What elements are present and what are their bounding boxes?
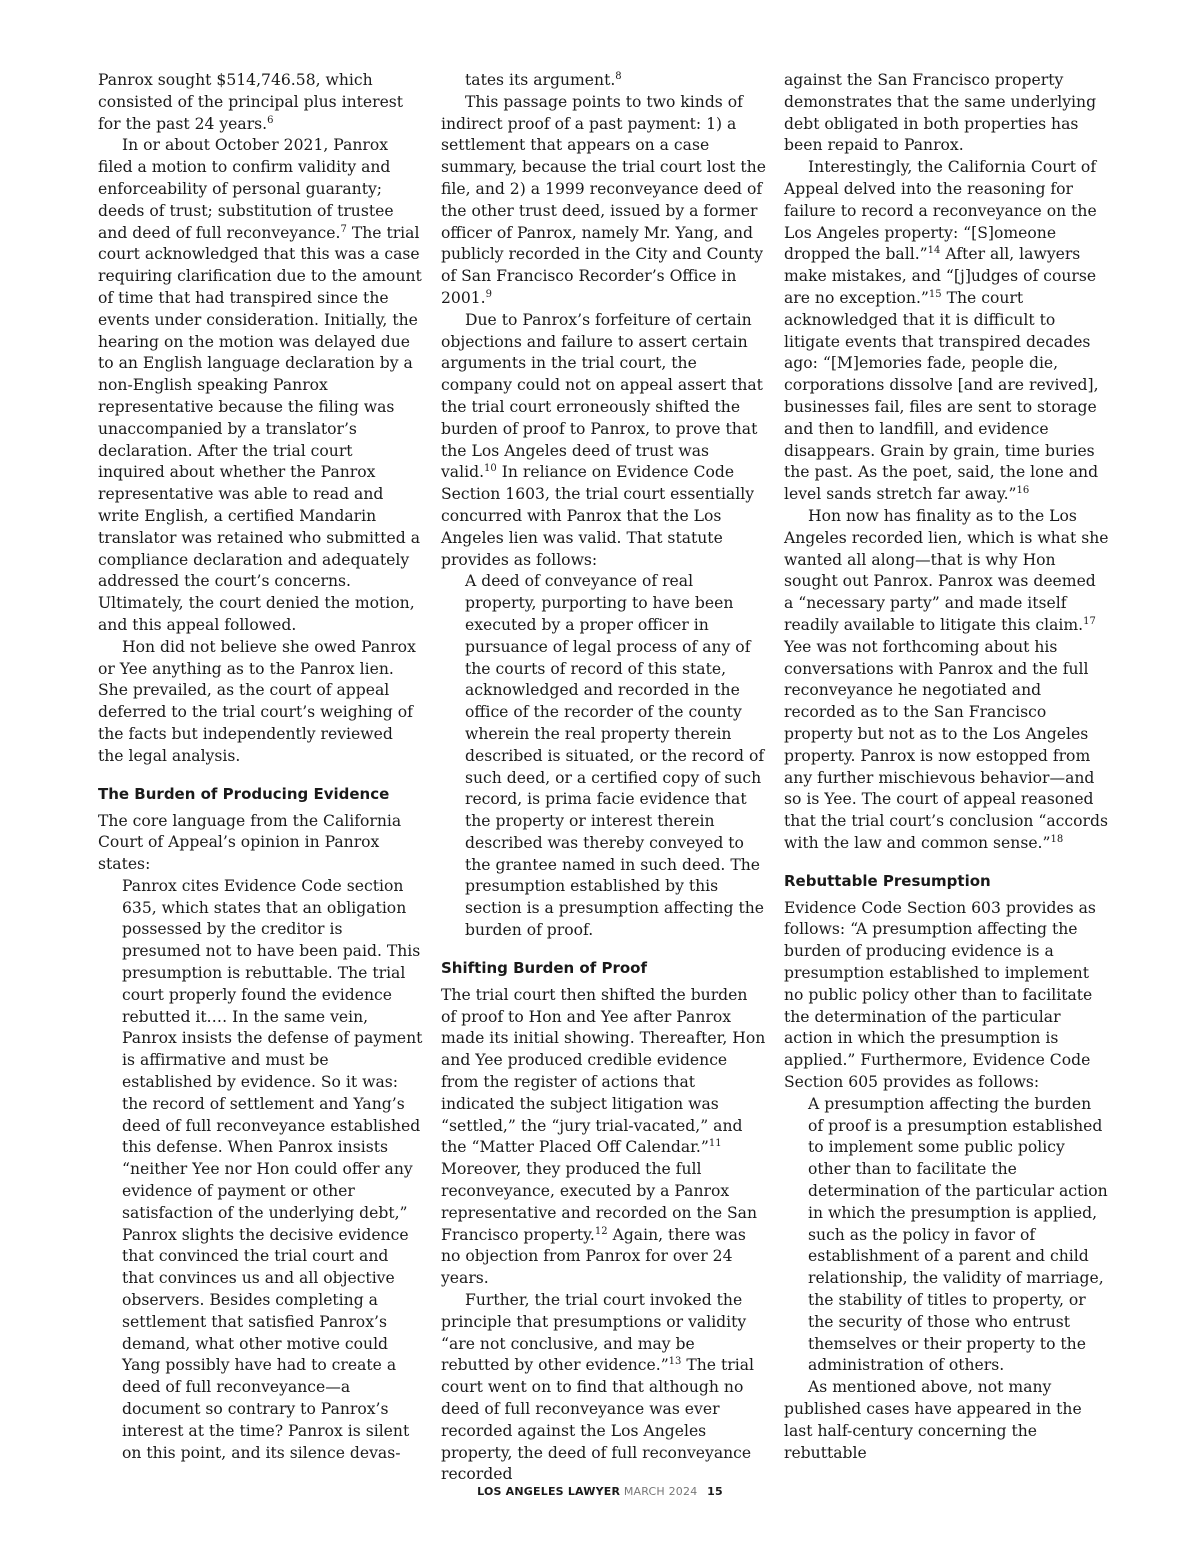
footnote-ref: 11 [708, 1138, 722, 1150]
paragraph: Further, the trial court invoked the principle that presumptions or validity “are not conclusive, and may be rebutted by other evidence.”$^{13}$ The trial court went on to find that although no deed of full reconveyance was ever recorded against the Los Angeles property, the deed of full reconveyance recorded [441, 1291, 754, 1484]
column-2 [441, 70, 767, 1486]
footnote-ref: 9 [485, 288, 493, 300]
paragraph: The core language from the California Court of Appeal’s opinion in Panrox states: [98, 811, 402, 874]
page-footer [0, 1485, 1200, 1498]
paragraph: Evidence Code Section 603 provides as follows: “A presumption affecting the burden of producing evidence is a presumption established to implement no public policy other than to facilitate the determination of the particular action in which the presumption is applied.” Furthermore, Evidence Code Section 605 provides as follows: [784, 898, 1096, 1092]
column-1 [98, 70, 423, 1464]
footnote-ref: 8 [615, 71, 622, 82]
column-3 [784, 70, 1109, 1464]
paragraph: Due to Panrox’s forfeiture of certain objections and failure to assert certain arguments in the trial court, the company could not on appeal assert that the trial court erroneously shifted the burden of proof to Panrox, to prove that the Los Angeles deed of trust was valid.$^{10}$ In reliance on Evidence Code Section 1603, the trial court essentially concurred with Panrox that the Los Angeles lien was valid. That statute provides as follows: [441, 310, 763, 569]
footnote-ref: 7 [340, 223, 347, 235]
paragraph: As mentioned above, not many published cases have appeared in the last half-century concerning the rebuttable [784, 1378, 1082, 1462]
paragraph: This passage points to two kinds of indirect proof of a past payment: 1) a settlement that appears on a case summary, because the trial court lost the file, and 2) a 1999 reconveyance deed of the other trust deed, issued by a former officer of Panrox, namely Mr. Yang, and publicly recorded in the City and County of San Francisco Recorder’s Office in 2001.$^9$ [441, 92, 766, 307]
paragraph: The trial court then shifted the burden of proof to Hon and Yee after Panrox made its initial showing. Thereafter, Hon and Yee produced credible evidence from the register of actions that indicated the subject litigation was “settled,” the “jury trial-vacated,” and the “Matter Placed Off Calendar.”$^{11}$ Moreover, they produced the full reconveyance, executed by a Panrox representative and recorded on the San Francisco property.$^{12}$ Again, there was no objection from Panrox for over 24 years. [441, 985, 766, 1288]
block-quote: Panrox cites Evidence Code section 635, which states that an obligation possessed by the creditor is presumed not to have been paid. This presumption is rebuttable. The trial court properly found the evidence rebutted it.… In the same vein, Panrox insists the defense of payment is affirmative and must be established by evidence. So it was: the record of settlement and Yang’s deed of full reconveyance established this defense. When Panrox insists “neither Yee nor Hon could offer any evidence of payment or other satisfaction of the underlying debt,” Panrox slights the decisive evidence that convinced the trial court and that convinces us and all objective observers. Besides completing a settlement that satisfied Panrox’s demand, what other motive could Yang possibly have had to create a deed of full reconveyance—a document so contrary to Panrox’s interest at the time? Panrox is silent on this point, and its silence devas- [122, 876, 423, 1462]
paragraph: Panrox sought $514,746.58, which consisted of the principal plus interest for the past 24 years.$^6$ [98, 71, 404, 133]
footnote-ref: 15 [928, 288, 942, 300]
magazine-name: LOS ANGELES LAWYER [477, 1485, 621, 1498]
section-heading: The Burden of Producing Evidence [98, 784, 390, 803]
paragraph: Hon now has finality as to the Los Angeles recorded lien, which is what she wanted all along—that is why Hon sought out Panrox. Panrox was deemed a “necessary party” and made itself readily available to litigate this claim.$^{17}$ Yee was not forthcoming about his conversations with Panrox and the full reconveyance he negotiated and recorded as to the San Francisco property but not as to the Los Angeles property. Panrox is now estopped from any further mischievous behavior—and so is Yee. The court of appeal reasoned that the trial court’s conclusion “accords with the law and common sense.”$^{18}$ [784, 506, 1109, 852]
block-quote: A presumption affecting the burden of proof is a presumption established to implement some public policy other than to facilitate the determination of the particular action in which the presumption is applied, such as the policy in favor of establishment of a parent and child relationship, the validity of marriage, the stability of titles to property, or the security of those who entrust themselves or their property to the administration of others. [808, 1094, 1108, 1375]
footnote-ref: 13 [668, 1356, 682, 1368]
section-heading: Rebuttable Presumption [784, 871, 991, 890]
footnote-ref: 17 [1083, 615, 1096, 627]
footnote-ref: 14 [927, 245, 941, 257]
block-quote-continued: tates its argument.$^8$ [465, 71, 622, 89]
footnote-ref: 6 [267, 114, 274, 126]
block-quote: A deed of conveyance of real property, purporting to have been executed by a proper officer in pursuance of legal process of any of the courts of record of this state, acknowledged and recorded in the office of the recorder of the county wherein the real property therein described is situated, or the record of such deed, or a certified copy of such record, is prima facie evidence that the property or interest therein described was thereby conveyed to the grantee named in such deed. The presumption established by this section is a presumption affecting the burden of proof. [465, 572, 765, 940]
issue-date: MARCH 2024 [623, 1485, 698, 1498]
footnote-ref: 10 [484, 463, 497, 475]
footnote-ref: 12 [594, 1225, 608, 1237]
paragraph: In or about October 2021, Panrox filed a motion to confirm validity and enforceability of personal guaranty; deeds of trust; substitution of trustee and deed of full reconveyance.$^7$ The trial court acknowledged that this was a case requiring clarification due to the amount of time that had transpired since the events under consideration. Initially, the hearing on the motion was delayed due to an English language declaration by a non-English speaking Panrox representative because the filing was unaccompanied by a translator’s declaration. After the trial court inquired about whether the Panrox representative was able to read and write English, a certified Mandarin translator was retained who submitted a compliance declaration and adequately addressed the court’s concerns. Ultimately, the court denied the motion, and this appeal followed. [98, 136, 422, 634]
paragraph: Hon did not believe she owed Panrox or Yee anything as to the Panrox lien. She prevailed, as the court of appeal deferred to the trial court’s weighing of the facts but independently reviewed the legal analysis. [98, 637, 416, 765]
section-heading: Shifting Burden of Proof [441, 958, 648, 977]
paragraph: against the San Francisco property demonstrates that the same underlying debt obligated in both properties has been repaid to Panrox. [784, 71, 1097, 155]
page-number: 15 [707, 1485, 723, 1498]
footnote-ref: 18 [1050, 833, 1064, 845]
paragraph: Interestingly, the California Court of Appeal delved into the reasoning for failure to record a reconveyance on the Los Angeles property: “[S]omeone dropped the ball.”$^{14}$ After all, lawyers make mistakes, and “[j]udges of course are no exception.”$^{15}$ The court acknowledged that it is difficult to litigate events that transpired decades ago: “[M]emories fade, people die, corporations dissolve [and are revived], businesses fail, files are sent to storage and then to landfill, and evidence disappears. Grain by grain, time buries the past. As the poet, said, the lone and level sands stretch far away.”$^{16}$ [784, 158, 1099, 504]
footnote-ref: 16 [1016, 485, 1030, 497]
